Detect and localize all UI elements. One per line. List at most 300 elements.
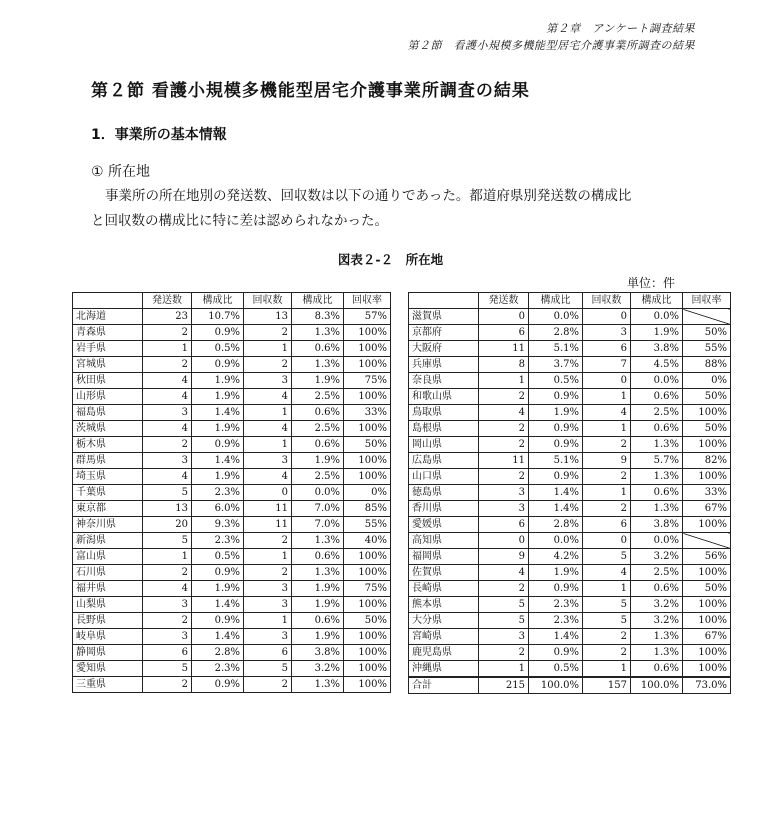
value-cell: 1 (244, 613, 292, 629)
value-cell: 50% (683, 421, 731, 437)
value-cell: 0.0% (292, 485, 344, 501)
table-row (73, 389, 391, 405)
value-cell: 1.3% (631, 629, 683, 645)
prefecture-cell: 高知県 (409, 533, 479, 549)
value-cell: 73.0% (683, 677, 731, 694)
column-header-prefecture (409, 293, 479, 309)
prefecture-cell: 合計 (409, 677, 479, 694)
value-cell: 9.3% (192, 517, 244, 533)
prefecture-cell: 新潟県 (73, 533, 143, 549)
value-cell: 4 (143, 389, 192, 405)
value-cell: 100% (344, 645, 391, 661)
prefecture-cell: 愛知県 (73, 661, 143, 677)
prefecture-cell: 栃木県 (73, 437, 143, 453)
prefecture-cell: 熊本県 (409, 597, 479, 613)
table-row (409, 469, 731, 485)
value-cell: 100% (683, 405, 731, 421)
value-cell: 6 (583, 517, 631, 533)
value-cell: 2 (479, 437, 529, 453)
table-row (73, 485, 391, 501)
value-cell: 1.4% (529, 629, 583, 645)
value-cell: 1 (143, 341, 192, 357)
value-cell: 215 (479, 677, 529, 694)
value-cell: 2 (479, 581, 529, 597)
prefecture-cell: 福島県 (73, 405, 143, 421)
value-cell: 0.0% (631, 373, 683, 389)
table-row (73, 533, 391, 549)
table-row (73, 453, 391, 469)
value-cell: 0.9% (529, 645, 583, 661)
value-cell: 4.5% (631, 357, 683, 373)
column-header: 構成比 (631, 293, 683, 309)
value-cell: 50% (683, 389, 731, 405)
value-cell: 0 (583, 533, 631, 549)
column-header: 回収数 (244, 293, 292, 309)
value-cell: 3.2% (631, 597, 683, 613)
table-row (409, 661, 731, 678)
table-row (73, 501, 391, 517)
value-cell: 1.9% (192, 469, 244, 485)
value-cell: 7.0% (292, 517, 344, 533)
table-row (409, 453, 731, 469)
value-cell: 6 (479, 517, 529, 533)
value-cell: 2 (143, 437, 192, 453)
value-cell: 3.8% (631, 517, 683, 533)
prefecture-cell: 群馬県 (73, 453, 143, 469)
value-cell: 2 (244, 533, 292, 549)
value-cell: 7 (583, 357, 631, 373)
prefecture-cell: 山形県 (73, 389, 143, 405)
value-cell: 2.3% (529, 613, 583, 629)
value-cell: 0.9% (192, 357, 244, 373)
value-cell: 1.4% (192, 629, 244, 645)
prefecture-cell: 島根県 (409, 421, 479, 437)
prefecture-cell: 滋賀県 (409, 309, 479, 325)
value-cell: 2 (244, 565, 292, 581)
value-cell: 1.9% (631, 325, 683, 341)
table-row (409, 565, 731, 581)
value-cell: 1.9% (292, 597, 344, 613)
value-cell: 2 (244, 325, 292, 341)
value-cell: 1.9% (292, 373, 344, 389)
value-cell: 4 (583, 565, 631, 581)
value-cell: 5 (244, 661, 292, 677)
value-cell: 2.8% (529, 517, 583, 533)
value-cell: 100% (344, 325, 391, 341)
value-cell: 100% (344, 341, 391, 357)
value-cell: 3 (244, 581, 292, 597)
value-cell: 0.6% (631, 421, 683, 437)
value-cell: 1.9% (192, 581, 244, 597)
value-cell: 11 (244, 501, 292, 517)
value-cell: 0 (583, 309, 631, 325)
value-cell: 11 (244, 517, 292, 533)
value-cell: 0.5% (192, 549, 244, 565)
table-row (409, 485, 731, 501)
value-cell: 3 (479, 501, 529, 517)
table-row (73, 565, 391, 581)
running-header-section: 第２節 看護小規模多機能型居宅介護事業所調査の結果 (407, 39, 695, 52)
value-cell: 2 (143, 677, 192, 693)
value-cell: 88% (683, 357, 731, 373)
value-cell: 100% (683, 437, 731, 453)
value-cell: 1.4% (192, 597, 244, 613)
value-cell: 1.4% (192, 453, 244, 469)
value-cell: 2 (583, 501, 631, 517)
value-cell: 1 (583, 661, 631, 678)
prefecture-cell: 東京都 (73, 501, 143, 517)
value-cell: 2 (143, 565, 192, 581)
value-cell: 0.9% (529, 421, 583, 437)
table-row (409, 597, 731, 613)
value-cell: 0.0% (529, 533, 583, 549)
value-cell: 3.8% (631, 341, 683, 357)
value-cell: 1.9% (192, 389, 244, 405)
value-cell: 57% (344, 309, 391, 325)
value-cell: 2.3% (192, 485, 244, 501)
value-cell: 4 (244, 469, 292, 485)
value-cell: 1.9% (292, 581, 344, 597)
value-cell: 1.3% (631, 437, 683, 453)
value-cell: 4 (479, 405, 529, 421)
value-cell: 8 (479, 357, 529, 373)
body-line-1: 事業所の所在地別の発送数、回収数は以下の通りであった。都道府県別発送数の構成比 (105, 188, 632, 204)
table-row (409, 309, 731, 325)
value-cell: 100% (344, 389, 391, 405)
prefecture-cell: 北海道 (73, 309, 143, 325)
prefecture-cell: 岐阜県 (73, 629, 143, 645)
prefecture-cell: 宮城県 (73, 357, 143, 373)
value-cell: 2 (479, 469, 529, 485)
body-line-2: と回収数の構成比に特に差は認められなかった。 (91, 213, 388, 229)
value-cell: 100% (683, 661, 731, 678)
column-header-prefecture (73, 293, 143, 309)
value-cell: 7.0% (292, 501, 344, 517)
prefecture-cell: 大分県 (409, 613, 479, 629)
value-cell: 100% (344, 565, 391, 581)
value-cell: 0.0% (529, 309, 583, 325)
table-row (73, 357, 391, 373)
prefecture-cell: 福井県 (73, 581, 143, 597)
table-row (409, 517, 731, 533)
table-row (73, 517, 391, 533)
value-cell: 3 (143, 453, 192, 469)
prefecture-cell: 香川県 (409, 501, 479, 517)
value-cell: 6 (244, 645, 292, 661)
value-cell: 50% (344, 613, 391, 629)
value-cell: 2 (479, 421, 529, 437)
prefecture-cell: 千葉県 (73, 485, 143, 501)
value-cell: 100% (344, 469, 391, 485)
prefecture-cell: 京都府 (409, 325, 479, 341)
prefecture-cell: 佐賀県 (409, 565, 479, 581)
value-cell: 5 (479, 597, 529, 613)
value-cell: 0.9% (529, 469, 583, 485)
value-cell: 1.9% (292, 629, 344, 645)
column-header: 回収数 (583, 293, 631, 309)
value-cell: 0.9% (529, 581, 583, 597)
value-cell: 0 (479, 533, 529, 549)
value-cell: 0.5% (529, 373, 583, 389)
value-cell: 4 (143, 469, 192, 485)
value-cell: 0.5% (529, 661, 583, 678)
prefecture-cell: 愛媛県 (409, 517, 479, 533)
value-cell: 1 (583, 389, 631, 405)
value-cell: 13 (244, 309, 292, 325)
value-cell: 2 (583, 469, 631, 485)
table-row (409, 613, 731, 629)
figure-title: 図表２-２ 所在地 (337, 252, 444, 267)
value-cell: 1.3% (292, 677, 344, 693)
table-row (73, 677, 391, 693)
table-row (73, 645, 391, 661)
value-cell: 6 (583, 341, 631, 357)
value-cell: 2 (479, 389, 529, 405)
value-cell: 67% (683, 501, 731, 517)
value-cell: 6 (143, 645, 192, 661)
value-cell: 9 (479, 549, 529, 565)
value-cell: 1 (244, 341, 292, 357)
table-row (73, 341, 391, 357)
empty-rate-cell (683, 533, 731, 549)
value-cell: 3.2% (631, 549, 683, 565)
value-cell: 67% (683, 629, 731, 645)
value-cell: 5.7% (631, 453, 683, 469)
value-cell: 0.9% (192, 677, 244, 693)
value-cell: 100% (344, 597, 391, 613)
value-cell: 5.1% (529, 341, 583, 357)
value-cell: 2.3% (529, 597, 583, 613)
value-cell: 2 (143, 325, 192, 341)
value-cell: 100.0% (529, 677, 583, 694)
table-row (409, 501, 731, 517)
value-cell: 100% (683, 597, 731, 613)
table-row (73, 469, 391, 485)
value-cell: 2 (583, 629, 631, 645)
value-cell: 5 (143, 661, 192, 677)
table-row (409, 437, 731, 453)
prefecture-cell: 奈良県 (409, 373, 479, 389)
value-cell: 3.2% (631, 613, 683, 629)
prefecture-cell: 富山県 (73, 549, 143, 565)
value-cell: 5 (143, 485, 192, 501)
value-cell: 2.5% (292, 421, 344, 437)
total-row (409, 677, 731, 694)
prefecture-cell: 徳島県 (409, 485, 479, 501)
value-cell: 5 (143, 533, 192, 549)
value-cell: 1 (583, 485, 631, 501)
value-cell: 2 (244, 677, 292, 693)
value-cell: 3 (143, 597, 192, 613)
table-row (409, 549, 731, 565)
value-cell: 2.5% (631, 405, 683, 421)
value-cell: 0.9% (192, 565, 244, 581)
prefecture-cell: 石川県 (73, 565, 143, 581)
table-row (73, 405, 391, 421)
value-cell: 100% (683, 565, 731, 581)
value-cell: 5 (479, 613, 529, 629)
location-table-left (72, 292, 391, 693)
subsection-title: 1．事業所の基本情報 (91, 127, 227, 143)
table-header-row (73, 293, 391, 309)
table-row (409, 533, 731, 549)
value-cell: 0.5% (192, 341, 244, 357)
value-cell: 50% (344, 437, 391, 453)
prefecture-cell: 三重県 (73, 677, 143, 693)
value-cell: 5 (583, 613, 631, 629)
value-cell: 0 (244, 485, 292, 501)
value-cell: 0.6% (292, 613, 344, 629)
table-row (73, 597, 391, 613)
table-row (409, 325, 731, 341)
value-cell: 1.3% (631, 469, 683, 485)
prefecture-cell: 神奈川県 (73, 517, 143, 533)
value-cell: 50% (683, 325, 731, 341)
value-cell: 0.0% (631, 533, 683, 549)
prefecture-cell: 山口県 (409, 469, 479, 485)
value-cell: 5 (583, 597, 631, 613)
prefecture-cell: 沖縄県 (409, 661, 479, 678)
value-cell: 0 (583, 373, 631, 389)
value-cell: 1.3% (292, 533, 344, 549)
value-cell: 3.8% (292, 645, 344, 661)
value-cell: 100% (683, 517, 731, 533)
value-cell: 0.6% (631, 661, 683, 678)
value-cell: 2.8% (192, 645, 244, 661)
value-cell: 100% (683, 613, 731, 629)
value-cell: 0.9% (529, 389, 583, 405)
empty-rate-cell (683, 309, 731, 325)
table-row (409, 581, 731, 597)
prefecture-cell: 鳥取県 (409, 405, 479, 421)
value-cell: 55% (683, 341, 731, 357)
value-cell: 0.6% (292, 437, 344, 453)
value-cell: 3 (244, 597, 292, 613)
value-cell: 2 (143, 613, 192, 629)
value-cell: 4 (244, 421, 292, 437)
table-row (409, 629, 731, 645)
table-row (73, 373, 391, 389)
prefecture-cell: 長野県 (73, 613, 143, 629)
value-cell: 2.3% (192, 661, 244, 677)
table-row (73, 581, 391, 597)
column-header: 構成比 (192, 293, 244, 309)
prefecture-cell: 岡山県 (409, 437, 479, 453)
value-cell: 23 (143, 309, 192, 325)
table-row (73, 661, 391, 677)
table-row (73, 549, 391, 565)
value-cell: 85% (344, 501, 391, 517)
value-cell: 2.8% (529, 325, 583, 341)
value-cell: 50% (683, 581, 731, 597)
value-cell: 0.6% (292, 549, 344, 565)
prefecture-cell: 山梨県 (73, 597, 143, 613)
value-cell: 0.9% (192, 613, 244, 629)
value-cell: 1.9% (529, 405, 583, 421)
value-cell: 4 (583, 405, 631, 421)
value-cell: 100% (344, 421, 391, 437)
value-cell: 2 (583, 645, 631, 661)
value-cell: 100% (683, 645, 731, 661)
value-cell: 3 (244, 373, 292, 389)
value-cell: 0.6% (631, 389, 683, 405)
value-cell: 1.4% (192, 405, 244, 421)
table-row (73, 421, 391, 437)
column-header: 構成比 (292, 293, 344, 309)
table-header-row (409, 293, 731, 309)
value-cell: 1.3% (631, 645, 683, 661)
value-cell: 3 (244, 453, 292, 469)
value-cell: 1 (479, 373, 529, 389)
value-cell: 100.0% (631, 677, 683, 694)
value-cell: 157 (583, 677, 631, 694)
location-table-right (408, 292, 731, 694)
value-cell: 3 (479, 485, 529, 501)
value-cell: 13 (143, 501, 192, 517)
table-row (409, 341, 731, 357)
value-cell: 1 (583, 421, 631, 437)
value-cell: 1.9% (529, 565, 583, 581)
prefecture-cell: 鹿児島県 (409, 645, 479, 661)
value-cell: 0% (344, 485, 391, 501)
value-cell: 0.6% (292, 405, 344, 421)
value-cell: 3.7% (529, 357, 583, 373)
value-cell: 2.5% (631, 565, 683, 581)
value-cell: 82% (683, 453, 731, 469)
value-cell: 3 (479, 629, 529, 645)
value-cell: 1 (244, 549, 292, 565)
value-cell: 2 (244, 357, 292, 373)
value-cell: 33% (344, 405, 391, 421)
value-cell: 11 (479, 341, 529, 357)
table-row (409, 373, 731, 389)
prefecture-cell: 和歌山県 (409, 389, 479, 405)
value-cell: 6.0% (192, 501, 244, 517)
value-cell: 5.1% (529, 453, 583, 469)
running-header-chapter: 第２章 アンケート調査結果 (546, 22, 695, 35)
section-title: 第２節 看護小規模多機能型居宅介護事業所調査の結果 (91, 81, 530, 101)
prefecture-cell: 青森県 (73, 325, 143, 341)
value-cell: 1.9% (292, 453, 344, 469)
value-cell: 3 (143, 629, 192, 645)
value-cell: 2 (583, 437, 631, 453)
value-cell: 1.3% (631, 501, 683, 517)
value-cell: 3 (143, 405, 192, 421)
value-cell: 4.2% (529, 549, 583, 565)
table-row (73, 437, 391, 453)
body-paragraph (91, 184, 701, 234)
value-cell: 100% (344, 677, 391, 693)
value-cell: 0.6% (631, 581, 683, 597)
prefecture-cell: 兵庫県 (409, 357, 479, 373)
value-cell: 100% (344, 661, 391, 677)
value-cell: 1 (143, 549, 192, 565)
prefecture-cell: 宮崎県 (409, 629, 479, 645)
value-cell: 4 (143, 581, 192, 597)
prefecture-cell: 大阪府 (409, 341, 479, 357)
column-header: 回収率 (683, 293, 731, 309)
value-cell: 4 (479, 565, 529, 581)
value-cell: 1.3% (292, 357, 344, 373)
prefecture-cell: 長崎県 (409, 581, 479, 597)
value-cell: 3.2% (292, 661, 344, 677)
item-title: ① 所在地 (91, 164, 151, 180)
value-cell: 75% (344, 373, 391, 389)
value-cell: 1.9% (192, 373, 244, 389)
value-cell: 0.9% (192, 325, 244, 341)
value-cell: 1 (583, 581, 631, 597)
value-cell: 0.6% (292, 341, 344, 357)
